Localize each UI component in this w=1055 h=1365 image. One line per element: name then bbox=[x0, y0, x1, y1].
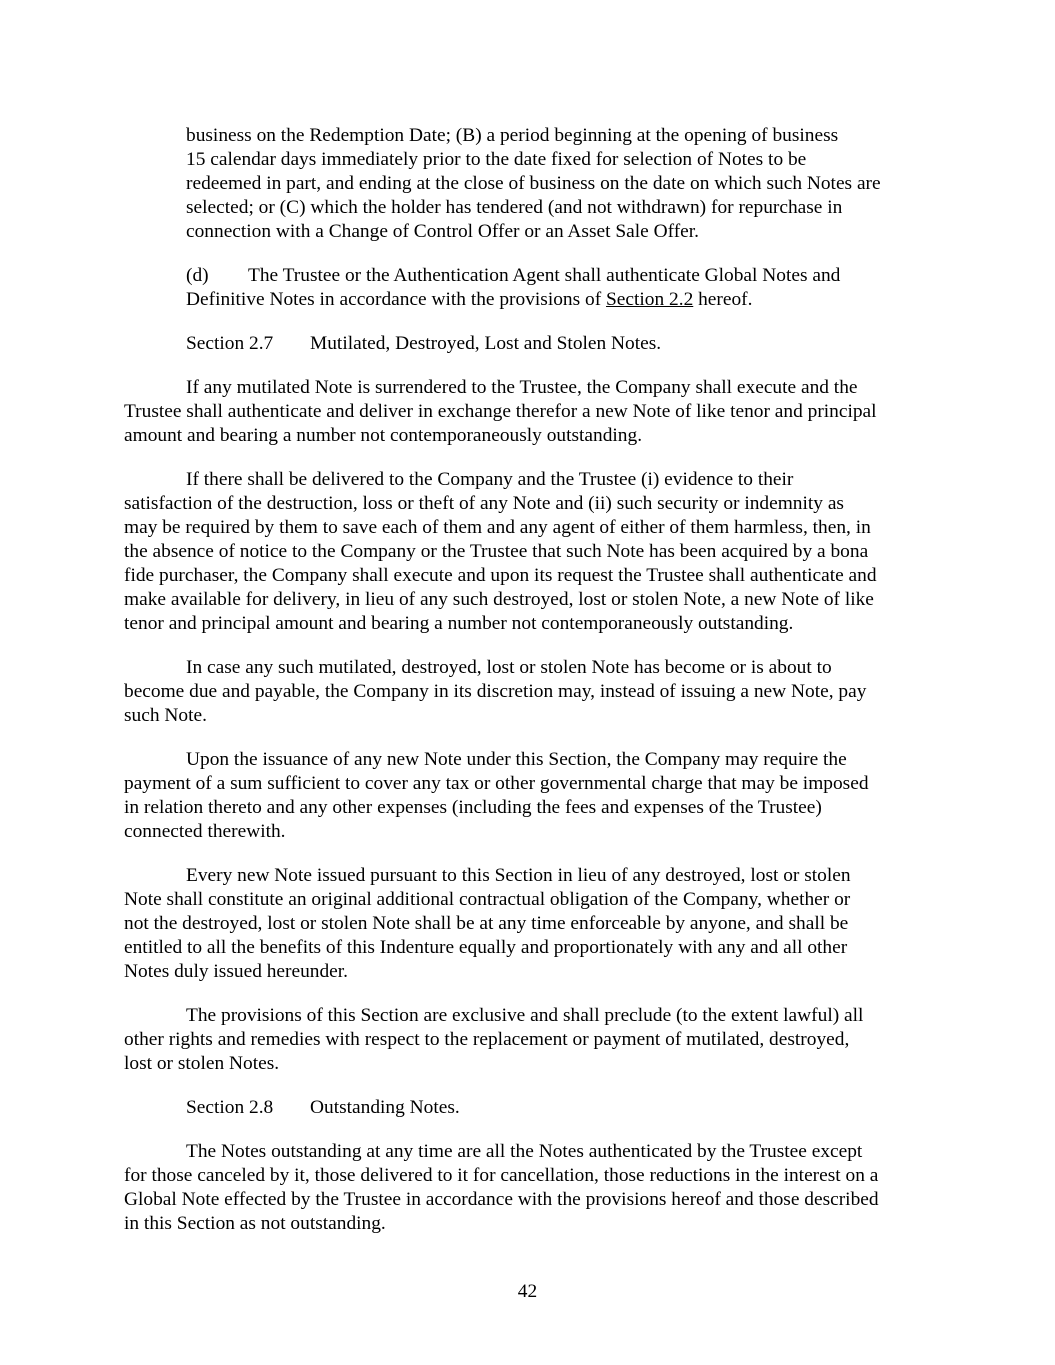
text-line: If there shall be delivered to the Company and the Trustee (i) evidence to their bbox=[186, 469, 794, 490]
text-line: business on the Redemption Date; (B) a period beginning at the opening of business bbox=[186, 125, 839, 146]
section-2-7-heading bbox=[124, 332, 932, 356]
text-line: connected therewith. bbox=[124, 821, 286, 842]
text-line: The Notes outstanding at any time are all the Notes authenticated by the Trustee except bbox=[186, 1141, 863, 1162]
text-line: connection with a Change of Control Offer or an Asset Sale Offer. bbox=[186, 221, 700, 242]
paragraph-original-obligation bbox=[124, 864, 932, 984]
text-line: Note shall constitute an original additional contractual obligation of the Company, whether or bbox=[124, 889, 851, 910]
paragraph-outstanding-notes bbox=[124, 1140, 932, 1236]
text-line: Notes duly issued hereunder. bbox=[124, 961, 349, 982]
text-line: fide purchaser, the Company shall execute and upon its request the Trustee shall authenticate and bbox=[124, 565, 877, 586]
text-line: payment of a sum sufficient to cover any tax or other governmental charge that may be imposed bbox=[124, 773, 869, 794]
section-title: Outstanding Notes. bbox=[310, 1097, 460, 1118]
clause-d-label: (d) bbox=[186, 265, 209, 286]
text-line: not the destroyed, lost or stolen Note shall be at any time enforceable by anyone, and shall be bbox=[124, 913, 849, 934]
text-line: in relation thereto and any other expenses (including the fees and expenses of the Trustee) bbox=[124, 797, 822, 818]
section-2-8-heading bbox=[124, 1096, 932, 1120]
text-line: Every new Note issued pursuant to this Section in lieu of any destroyed, lost or stolen bbox=[186, 865, 851, 886]
text-line: hereof. bbox=[693, 289, 753, 310]
text-line: in this Section as not outstanding. bbox=[124, 1213, 386, 1234]
section-title: Mutilated, Destroyed, Lost and Stolen Notes. bbox=[310, 333, 662, 354]
text-line: for those canceled by it, those delivered to it for cancellation, those reductions in the interest on a bbox=[124, 1165, 879, 1186]
text-line: lost or stolen Notes. bbox=[124, 1053, 280, 1074]
text-line: tenor and principal amount and bearing a number not contemporaneously outstanding. bbox=[124, 613, 794, 634]
text-line: make available for delivery, in lieu of any such destroyed, lost or stolen Note, a new Note of like bbox=[124, 589, 874, 610]
text-line: Trustee shall authenticate and deliver in exchange therefor a new Note of like tenor and principal bbox=[124, 401, 877, 422]
text-line: may be required by them to save each of them and any agent of either of them harmless, then, in bbox=[124, 517, 871, 538]
document-page bbox=[124, 124, 932, 1256]
text-line: If any mutilated Note is surrendered to the Trustee, the Company shall execute and the bbox=[186, 377, 858, 398]
paragraph-destruction-evidence bbox=[124, 468, 932, 636]
section-number: Section 2.7 bbox=[186, 333, 274, 354]
text-line: Upon the issuance of any new Note under this Section, the Company may require the bbox=[186, 749, 847, 770]
text-line: The provisions of this Section are exclusive and shall preclude (to the extent lawful) all bbox=[186, 1005, 864, 1026]
page-number: 42 bbox=[517, 1281, 538, 1302]
paragraph-exclusive-provisions bbox=[124, 1004, 932, 1076]
paragraph-tax-charge bbox=[124, 748, 932, 844]
text-line: Definitive Notes in accordance with the provisions of bbox=[186, 289, 607, 310]
text-line: redeemed in part, and ending at the close of business on the date on which such Notes are bbox=[186, 173, 881, 194]
text-line: Global Note effected by the Trustee in accordance with the provisions hereof and those described bbox=[124, 1189, 879, 1210]
paragraph-mutilated-surrender bbox=[124, 376, 932, 448]
text-line: entitled to all the benefits of this Indenture equally and proportionately with any and all other bbox=[124, 937, 848, 958]
continuation-paragraph bbox=[124, 124, 932, 244]
text-line: In case any such mutilated, destroyed, lost or stolen Note has become or is about to bbox=[186, 657, 832, 678]
text-line: other rights and remedies with respect to the replacement or payment of mutilated, destroyed, bbox=[124, 1029, 850, 1050]
text-line: amount and bearing a number not contemporaneously outstanding. bbox=[124, 425, 643, 446]
text-line: satisfaction of the destruction, loss or theft of any Note and (ii) such security or indemnity as bbox=[124, 493, 844, 514]
section-2-2-reference[interactable]: Section 2.2 bbox=[606, 289, 694, 310]
text-line: become due and payable, the Company in its discretion may, instead of issuing a new Note, pay bbox=[124, 681, 867, 702]
text-line: selected; or (C) which the holder has tendered (and not withdrawn) for repurchase in bbox=[186, 197, 843, 218]
section-number: Section 2.8 bbox=[186, 1097, 274, 1118]
clause-d-paragraph bbox=[124, 264, 932, 312]
text-line: the absence of notice to the Company or the Trustee that such Note has been acquired by a bona bbox=[124, 541, 869, 562]
text-line: such Note. bbox=[124, 705, 207, 726]
paragraph-due-and-payable bbox=[124, 656, 932, 728]
text-line: The Trustee or the Authentication Agent shall authenticate Global Notes and bbox=[248, 265, 841, 286]
text-line: 15 calendar days immediately prior to the date fixed for selection of Notes to be bbox=[186, 149, 807, 170]
